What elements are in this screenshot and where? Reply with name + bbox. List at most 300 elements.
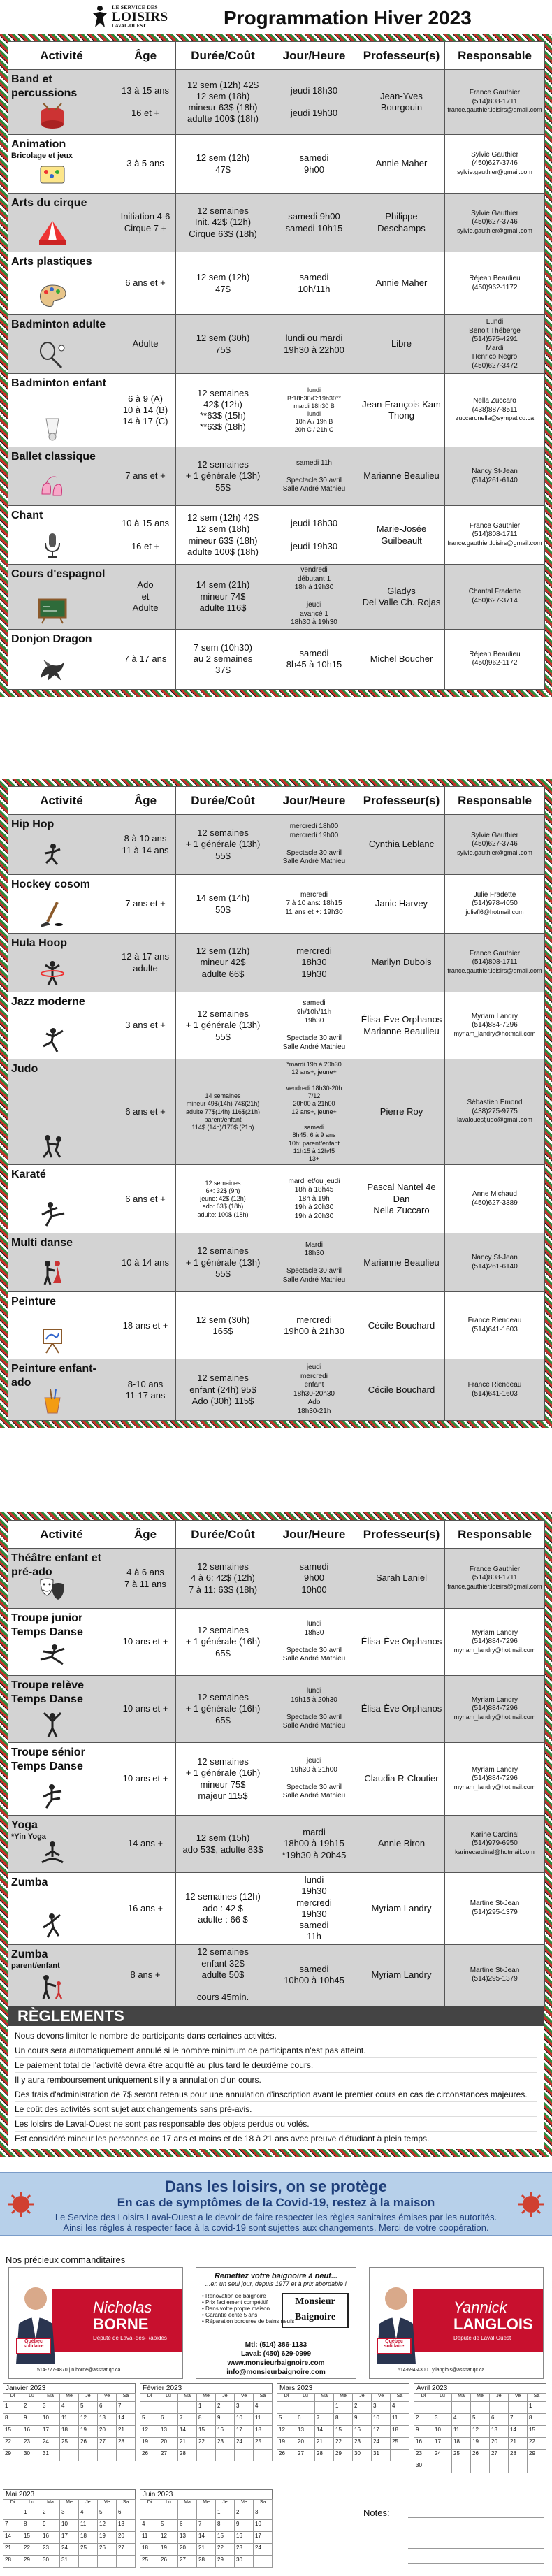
responsable-email[interactable]: myriam_landry@hotmail.com: [453, 1029, 536, 1037]
responsable-contact: Nancy St-Jean (514)261-6140: [472, 468, 518, 484]
schedule-cell: lundi B:18h30/C:19h30** mardi 18h30 B lundi 18h A / 19h B 20h C / 21h C: [270, 374, 358, 447]
calendar-day: [159, 2508, 178, 2520]
calendar-day: 1: [528, 2402, 546, 2414]
calendar-day-header: Ma: [315, 2394, 334, 2402]
calendar-day: 18: [79, 2532, 98, 2544]
cost-cell: 12 semaines enfant (24h) 95$ Ado (30h) 115$: [176, 1359, 270, 1421]
responsable-email[interactable]: sylvie.gauthier@gmail.com: [457, 226, 532, 234]
calendar-day-header: Me: [197, 2394, 216, 2402]
calendar-week: [3, 2508, 136, 2520]
calendar-day: 5: [79, 2402, 98, 2414]
activity-cell: [8, 252, 115, 315]
activity-name: Yoga: [11, 1819, 38, 1831]
calendar-day: 5: [140, 2414, 159, 2426]
calendar-day-header: Je: [353, 2394, 372, 2402]
calendar-day: 12: [140, 2426, 159, 2438]
hockey-stick-icon: [36, 901, 68, 929]
calendar-day: 27: [178, 2556, 197, 2568]
responsable-email[interactable]: myriam_landry@hotmail.com: [453, 1783, 536, 1790]
responsable-email[interactable]: myriam_landry@hotmail.com: [453, 1713, 536, 1721]
age-cell: 6 ans et +: [115, 252, 176, 315]
calendar-week: [140, 2508, 273, 2520]
responsable-email[interactable]: myriam_landry@hotmail.com: [453, 1646, 536, 1654]
regle-item: Des frais d'administration de 7$ seront retenus pour une annulation d'inscription avant le premier cours en cas de circonstances majeures.: [15, 2087, 537, 2102]
calendar-day: [414, 2402, 433, 2414]
table-row: [8, 1609, 545, 1676]
calendar-day: [3, 2508, 22, 2520]
calendar-day-header: Lu: [433, 2394, 452, 2402]
calendar-week: [414, 2414, 546, 2426]
responsable-email[interactable]: juliefl6@hotmail.com: [465, 908, 524, 916]
calendar-day: 13: [490, 2426, 509, 2438]
calendar-week: [3, 2532, 136, 2544]
regle-item: Le paiement total de l'activité devra être acquitté au plus tard le deuxième cours.: [15, 2058, 537, 2073]
cost-cell: 14 sem (21h) mineur 74$ adulte 116$: [176, 565, 270, 630]
calendar-day: 9: [235, 2520, 254, 2532]
calendar-day: 3: [235, 2402, 254, 2414]
schedule-cell: lundi 18h30 Spectacle 30 avril Salle André Mathieu: [270, 1609, 358, 1676]
column-header: Professeur(s): [358, 787, 445, 815]
calendar-day: 14: [3, 2532, 22, 2544]
calendar-day: 3: [41, 2402, 60, 2414]
calendar-day: 20: [178, 2544, 197, 2556]
responsable-cell: [445, 1944, 545, 2006]
responsable-email[interactable]: france.gauthier.loisirs@gmail.com: [447, 967, 542, 974]
responsable-contact: Chantal Fradette (450)627-3714: [468, 588, 521, 605]
calendar-day: 24: [60, 2544, 79, 2556]
parent-child-icon: [36, 1974, 68, 2002]
calendar-day: 10: [254, 2520, 273, 2532]
activity-cell: [8, 1743, 115, 1816]
ad-subline: ...en un seul jour, depuis 1977 et à prix abordable !: [205, 2280, 347, 2287]
activity-cell: [8, 194, 115, 252]
calendar-day-header: Je: [490, 2394, 509, 2402]
regle-item: Nous devons limiter le nombre de participants dans certaines activités.: [15, 2029, 537, 2043]
calendar-day: 23: [216, 2438, 235, 2450]
teacher-cell: Élisa-Ève Orphanos: [358, 1609, 445, 1676]
age-cell: 13 à 15 ans 16 et +: [115, 70, 176, 135]
calendar-day: 26: [159, 2556, 178, 2568]
calendar-day-header: Ve: [509, 2394, 528, 2402]
responsable-cell: [445, 934, 545, 992]
activity-cell: [8, 629, 115, 689]
calendar-week: [277, 2438, 409, 2450]
column-header: Durée/Coût: [176, 42, 270, 70]
calendar-day: 2: [41, 2508, 60, 2520]
calendar-day: [79, 2556, 98, 2568]
calendar-avril: [414, 2383, 546, 2473]
activity-name: Troupe sénior Temps Danse: [11, 1746, 85, 1772]
calendar-day: 16: [414, 2438, 433, 2450]
calendar-day-header: Je: [216, 2500, 235, 2508]
calendar-grid: [140, 2499, 273, 2568]
calendar-day: [490, 2402, 509, 2414]
responsable-contact: Sylvie Gauthier (450)627-3746: [471, 209, 518, 226]
activity-cell: [8, 374, 115, 447]
table-row: [8, 815, 545, 875]
notes-line: [408, 2548, 544, 2549]
sponsor-last-name: LANGLOIS: [453, 2315, 533, 2333]
calendar-day: 30: [353, 2450, 372, 2461]
calendar-day: [433, 2402, 452, 2414]
regle-item: Les loisirs de Laval-Ouest ne sont pas responsable des objets perdus ou volés.: [15, 2117, 537, 2132]
calendar-week: [3, 2544, 136, 2556]
loisirs-logo: [91, 3, 175, 31]
calendar-grid: [3, 2393, 136, 2461]
schedule-cell: lundi ou mardi 19h30 à 22h00: [270, 315, 358, 374]
calendar-week: [3, 2426, 136, 2438]
calendar-day: 16: [41, 2532, 60, 2544]
age-cell: 7 à 17 ans: [115, 629, 176, 689]
page-title: Programmation Hiver 2023: [224, 7, 472, 29]
calendar-day: 1: [22, 2508, 41, 2520]
activity-name: Zumba: [11, 1876, 48, 1888]
ad-tel-mtl: Mtl: (514) 386-1133: [245, 2341, 307, 2349]
activity-subtitle: parent/enfant: [11, 1961, 60, 1970]
calendar-week: [140, 2402, 273, 2414]
column-header: Jour/Heure: [270, 787, 358, 815]
calendar-day: 25: [79, 2544, 98, 2556]
ad-services-list: [202, 2293, 294, 2324]
calendar-grid: [3, 2499, 136, 2568]
age-cell: 18 ans et +: [115, 1292, 176, 1359]
calendar-day-header: Di: [3, 2500, 22, 2508]
calendar-day: 13: [159, 2426, 178, 2438]
schedule-cell: lundi 19h15 à 20h30 Spectacle 30 avril Salle André Mathieu: [270, 1676, 358, 1743]
table-header: [8, 42, 545, 70]
calendar-day: 5: [471, 2414, 490, 2426]
calendar-day: 24: [41, 2438, 60, 2450]
calendar-day: 20: [159, 2438, 178, 2450]
calendar-day: 15: [216, 2532, 235, 2544]
calendar-day: 12: [471, 2426, 490, 2438]
activity-name: Zumba: [11, 1948, 48, 1960]
calendar-day: 16: [353, 2426, 372, 2438]
calendar-day: 14: [178, 2426, 197, 2438]
calendar-day: 27: [98, 2438, 117, 2450]
calendar-week: [414, 2461, 546, 2473]
calendar-day-header: Ve: [372, 2394, 391, 2402]
calendar-day: 12: [277, 2426, 296, 2438]
activity-cell: [8, 506, 115, 565]
calendar-day: 3: [60, 2508, 79, 2520]
calendar-day-header: Ma: [41, 2500, 60, 2508]
calendar-day: 14: [509, 2426, 528, 2438]
calendar-day: [140, 2402, 159, 2414]
responsable-email[interactable]: france.gauthier.loisirs@gmail.com: [447, 106, 542, 114]
calendar-day: 3: [433, 2414, 452, 2426]
responsable-contact: France Riendeau (514)641-1603: [467, 1317, 522, 1333]
calendar-day: [235, 2450, 254, 2461]
teacher-cell: Philippe Deschamps: [358, 194, 445, 252]
teacher-cell: Élisa-Ève Orphanos: [358, 1676, 445, 1743]
sponsors-title: Nos précieux commanditaires: [6, 2255, 126, 2265]
table-row: [8, 1873, 545, 1945]
calendar-day: 18: [254, 2426, 273, 2438]
calendar-day-header: Me: [334, 2394, 353, 2402]
responsable-email[interactable]: france.gauthier.loisirs@gmail.com: [447, 1582, 542, 1590]
age-cell: 12 à 17 ans adulte: [115, 934, 176, 992]
table-row: [8, 315, 545, 374]
calendar-day: 6: [296, 2414, 315, 2426]
calendar-day: 15: [528, 2426, 546, 2438]
responsable-email[interactable]: lavalouestjudo@gmail.com: [457, 1116, 532, 1124]
calendar-day: [117, 2450, 136, 2461]
calendar-day: 21: [117, 2426, 136, 2438]
age-cell: 14 ans +: [115, 1816, 176, 1873]
calendar-day: 8: [528, 2414, 546, 2426]
responsable-cell: [445, 1743, 545, 1816]
shuttlecock-icon: [36, 414, 68, 442]
paint-cup-icon: [36, 1388, 68, 1416]
calendar-day: 5: [159, 2520, 178, 2532]
activity-name: Judo: [11, 1063, 38, 1075]
column-header: Professeur(s): [358, 42, 445, 70]
calendar-title: Mars 2023: [277, 2383, 409, 2393]
covid-banner: [0, 2172, 552, 2236]
calendar-day: 1: [3, 2402, 22, 2414]
easel-icon: [36, 1326, 68, 1354]
teacher-cell: Cynthia Leblanc: [358, 815, 445, 875]
calendar-day: 29: [22, 2556, 41, 2568]
cost-cell: 12 sem (12h) 47$: [176, 135, 270, 194]
ad-headline: Remettez votre baignoire à neuf...: [214, 2272, 338, 2280]
sponsor-role: Député de Laval-des-Rapides: [93, 2335, 167, 2341]
schedule-cell: mercredi 18h00 mercredi 19h00 Spectacle 30 avril Salle André Mathieu: [270, 815, 358, 875]
activity-name: Animation: [11, 138, 66, 150]
jazz-dancer-icon: [36, 1027, 68, 1055]
schedule-cell: samedi 9h/10h/11h 19h30 Spectacle 30 avril Salle André Mathieu: [270, 992, 358, 1059]
activity-name: Chant: [11, 509, 43, 521]
responsable-email[interactable]: france.gauthier.loisirs@gmail.com: [447, 539, 542, 547]
calendar-day: 22: [216, 2544, 235, 2556]
activity-cell: [8, 447, 115, 506]
activity-cell: [8, 1165, 115, 1233]
table-row: [8, 1292, 545, 1359]
age-cell: Adulte: [115, 315, 176, 374]
calendar-day: 4: [391, 2402, 409, 2414]
calendar-day: 14: [197, 2532, 216, 2544]
calendar-day: 25: [452, 2450, 471, 2461]
calendar-day: [98, 2450, 117, 2461]
sponsor-first-name: Nicholas: [93, 2299, 152, 2316]
calendar-week: [414, 2426, 546, 2438]
calendar-day: 30: [41, 2556, 60, 2568]
calendar-mars: [277, 2383, 409, 2461]
calendar-day: 15: [197, 2426, 216, 2438]
cost-cell: 12 semaines + 1 générale (13h) 55$: [176, 447, 270, 506]
teacher-cell: Jean-Yves Bourgouin: [358, 70, 445, 135]
responsable-contact: Myriam Landry (514)884-7296: [471, 1012, 518, 1029]
responsable-email[interactable]: karinecardinal@hotmail.com: [455, 1848, 535, 1855]
calendar-day: 25: [254, 2438, 273, 2450]
teacher-cell: Pascal Nantel 4e Dan Nella Zuccaro: [358, 1165, 445, 1233]
calendar-day: 17: [433, 2438, 452, 2450]
responsable-cell: [445, 1549, 545, 1609]
activity-cell: [8, 992, 115, 1059]
calendar-day: 13: [296, 2426, 315, 2438]
age-cell: 8 ans +: [115, 1944, 176, 2006]
calendar-day: 14: [117, 2414, 136, 2426]
responsable-contact: Martine St-Jean (514)295-1379: [470, 1966, 520, 1983]
dancer-pose-icon: [36, 1783, 68, 1811]
section-3-block: [0, 1512, 552, 2157]
responsable-contact: France Gauthier (514)808-1711: [469, 521, 521, 539]
judo-icon: [36, 1132, 68, 1160]
column-header: Activité: [8, 1521, 115, 1549]
calendar-day: 2: [216, 2402, 235, 2414]
ad-service: • Dans votre propre maison: [202, 2306, 270, 2312]
calendar-day: 22: [197, 2438, 216, 2450]
calendar-day-header: Ve: [98, 2500, 117, 2508]
activity-cell: [8, 1059, 115, 1165]
teacher-cell: Myriam Landry: [358, 1944, 445, 2006]
section-1-block: [0, 34, 552, 697]
table-row: [8, 252, 545, 315]
calendar-week: [140, 2438, 273, 2450]
teacher-cell: Marianne Beaulieu: [358, 447, 445, 506]
table-row: [8, 194, 545, 252]
calendar-day: 10: [235, 2414, 254, 2426]
activity-name: Karaté: [11, 1168, 46, 1181]
calendar-day-header: Je: [216, 2394, 235, 2402]
table-row: [8, 506, 545, 565]
responsable-cell: [445, 506, 545, 565]
calendar-day: 25: [60, 2438, 79, 2450]
notes-line: [408, 2517, 544, 2518]
responsable-cell: [445, 315, 545, 374]
calendar-day: 28: [117, 2438, 136, 2450]
schedule-cell: mardi 18h00 à 19h15 *19h30 à 20h45: [270, 1816, 358, 1873]
virus-icon: [517, 2190, 545, 2218]
calendar-day: 18: [391, 2426, 409, 2438]
teacher-cell: Gladys Del Valle Ch. Rojas: [358, 565, 445, 630]
palette-icon: [36, 282, 68, 310]
calendar-day: [98, 2556, 117, 2568]
calendar-week: [414, 2450, 546, 2461]
cost-cell: 12 semaines + 1 générale (16h) 65$: [176, 1609, 270, 1676]
virus-icon: [7, 2190, 35, 2218]
responsable-cell: [445, 1059, 545, 1165]
activity-cell: [8, 1944, 115, 2006]
calendar-day-header: Lu: [22, 2500, 41, 2508]
calendar-day: 8: [197, 2414, 216, 2426]
age-cell: 7 ans et +: [115, 447, 176, 506]
regles-title: RÈGLEMENTS: [8, 2006, 544, 2026]
party-badge: Québec solidaire: [16, 2338, 51, 2354]
calendar-title: Avril 2023: [414, 2383, 546, 2393]
calendar-week: [140, 2544, 273, 2556]
responsable-cell: [445, 374, 545, 447]
chalkboard-icon: [36, 597, 68, 625]
responsable-contact: Julie Fradette (514)978-4050: [472, 890, 518, 908]
sponsor-first-name: Yannick: [453, 2299, 507, 2316]
covid-text-1: Le Service des Loisirs Laval-Ouest a le devoir de faire respecter les règles sanitaires émises par les autorités.: [55, 2212, 497, 2222]
calendar-day-header: Sa: [391, 2394, 409, 2402]
responsable-cell: [445, 875, 545, 934]
calendar-day: [471, 2402, 490, 2414]
schedule-cell: mercredi 18h30 19h30: [270, 934, 358, 992]
cost-cell: 12 semaines enfant 32$ adulte 50$ cours 45min.: [176, 1944, 270, 2006]
calendar-day: [178, 2402, 197, 2414]
calendar-week: [140, 2414, 273, 2426]
cost-cell: 12 sem (30h) 165$: [176, 1292, 270, 1359]
activity-name: Hockey cosom: [11, 878, 90, 890]
responsable-contact: Myriam Landry (514)884-7296: [471, 1695, 518, 1713]
calendar-day: 17: [372, 2426, 391, 2438]
activity-name: Badminton adulte: [11, 319, 106, 331]
calendar-day-header: Sa: [254, 2500, 273, 2508]
teacher-cell: Cécile Bouchard: [358, 1292, 445, 1359]
calendar-day: 11: [140, 2532, 159, 2544]
calendar-day: [391, 2450, 409, 2461]
table-header: [8, 1521, 545, 1549]
calendar-day: 6: [490, 2414, 509, 2426]
cost-cell: 12 semaines + 1 générale (13h) 55$: [176, 815, 270, 875]
responsable-contact: Nella Zuccaro (438)887-8511: [472, 397, 518, 414]
calendar-day: 19: [471, 2438, 490, 2450]
zumba-dancer-icon: [36, 1912, 68, 1940]
calendar-week: [277, 2402, 409, 2414]
notes-line: [408, 2563, 544, 2564]
calendar-day: 11: [254, 2414, 273, 2426]
calendar-day: 28: [197, 2556, 216, 2568]
microphone-icon: [36, 532, 68, 560]
calendar-day: [79, 2450, 98, 2461]
drum-icon: [36, 102, 68, 130]
calendar-day: 26: [98, 2544, 117, 2556]
calendar-week: [140, 2426, 273, 2438]
calendar-day: 13: [178, 2532, 197, 2544]
calendar-day: 10: [41, 2414, 60, 2426]
calendar-day: 10: [372, 2414, 391, 2426]
teacher-cell: Jean-François Kam Thong: [358, 374, 445, 447]
column-header: Durée/Coût: [176, 787, 270, 815]
calendar-day: [528, 2461, 546, 2473]
cost-cell: 12 semaines + 1 générale (16h) 65$: [176, 1676, 270, 1743]
calendar-title: Mai 2023: [3, 2489, 136, 2499]
ad-service: • Prix facilement compétitif: [202, 2299, 268, 2306]
ballet-shoes-icon: [36, 473, 68, 501]
responsable-email[interactable]: sylvie.gauthier@gmail.com: [457, 168, 532, 175]
activity-name: Arts du cirque: [11, 197, 87, 209]
calendar-day: 6: [159, 2414, 178, 2426]
calendar-week: [3, 2450, 136, 2461]
responsable-cell: [445, 629, 545, 689]
calendar-day: 21: [197, 2544, 216, 2556]
responsable-cell: [445, 1816, 545, 1873]
schedule-cell: mercredi 7 à 10 ans: 18h15 11 ans et +: 19h30: [270, 875, 358, 934]
schedule-cell: lundi 19h30 mercredi 19h30 samedi 11h: [270, 1873, 358, 1945]
responsable-cell: [445, 992, 545, 1059]
calendar-week: [277, 2414, 409, 2426]
responsable-email[interactable]: zuccaronella@sympatico.ca: [455, 414, 535, 422]
teacher-cell: Marie-Josée Guilbeault: [358, 506, 445, 565]
age-cell: 6 à 9 (A) 10 à 14 (B) 14 à 17 (C): [115, 374, 176, 447]
calendar-day-header: Ve: [98, 2394, 117, 2402]
calendar-day: 19: [79, 2426, 98, 2438]
calendar-day: 20: [296, 2438, 315, 2450]
calendar-day: [254, 2450, 273, 2461]
responsable-email[interactable]: sylvie.gauthier@gmail.com: [457, 848, 532, 856]
theater-masks-icon: [36, 1576, 68, 1604]
calendar-day: 21: [315, 2438, 334, 2450]
calendar-day: 30: [235, 2556, 254, 2568]
activity-name: Troupe junior Temps Danse: [11, 1612, 83, 1638]
age-cell: 10 ans et +: [115, 1743, 176, 1816]
dancer-leap-icon: [36, 1643, 68, 1671]
calendar-day-header: Di: [3, 2394, 22, 2402]
